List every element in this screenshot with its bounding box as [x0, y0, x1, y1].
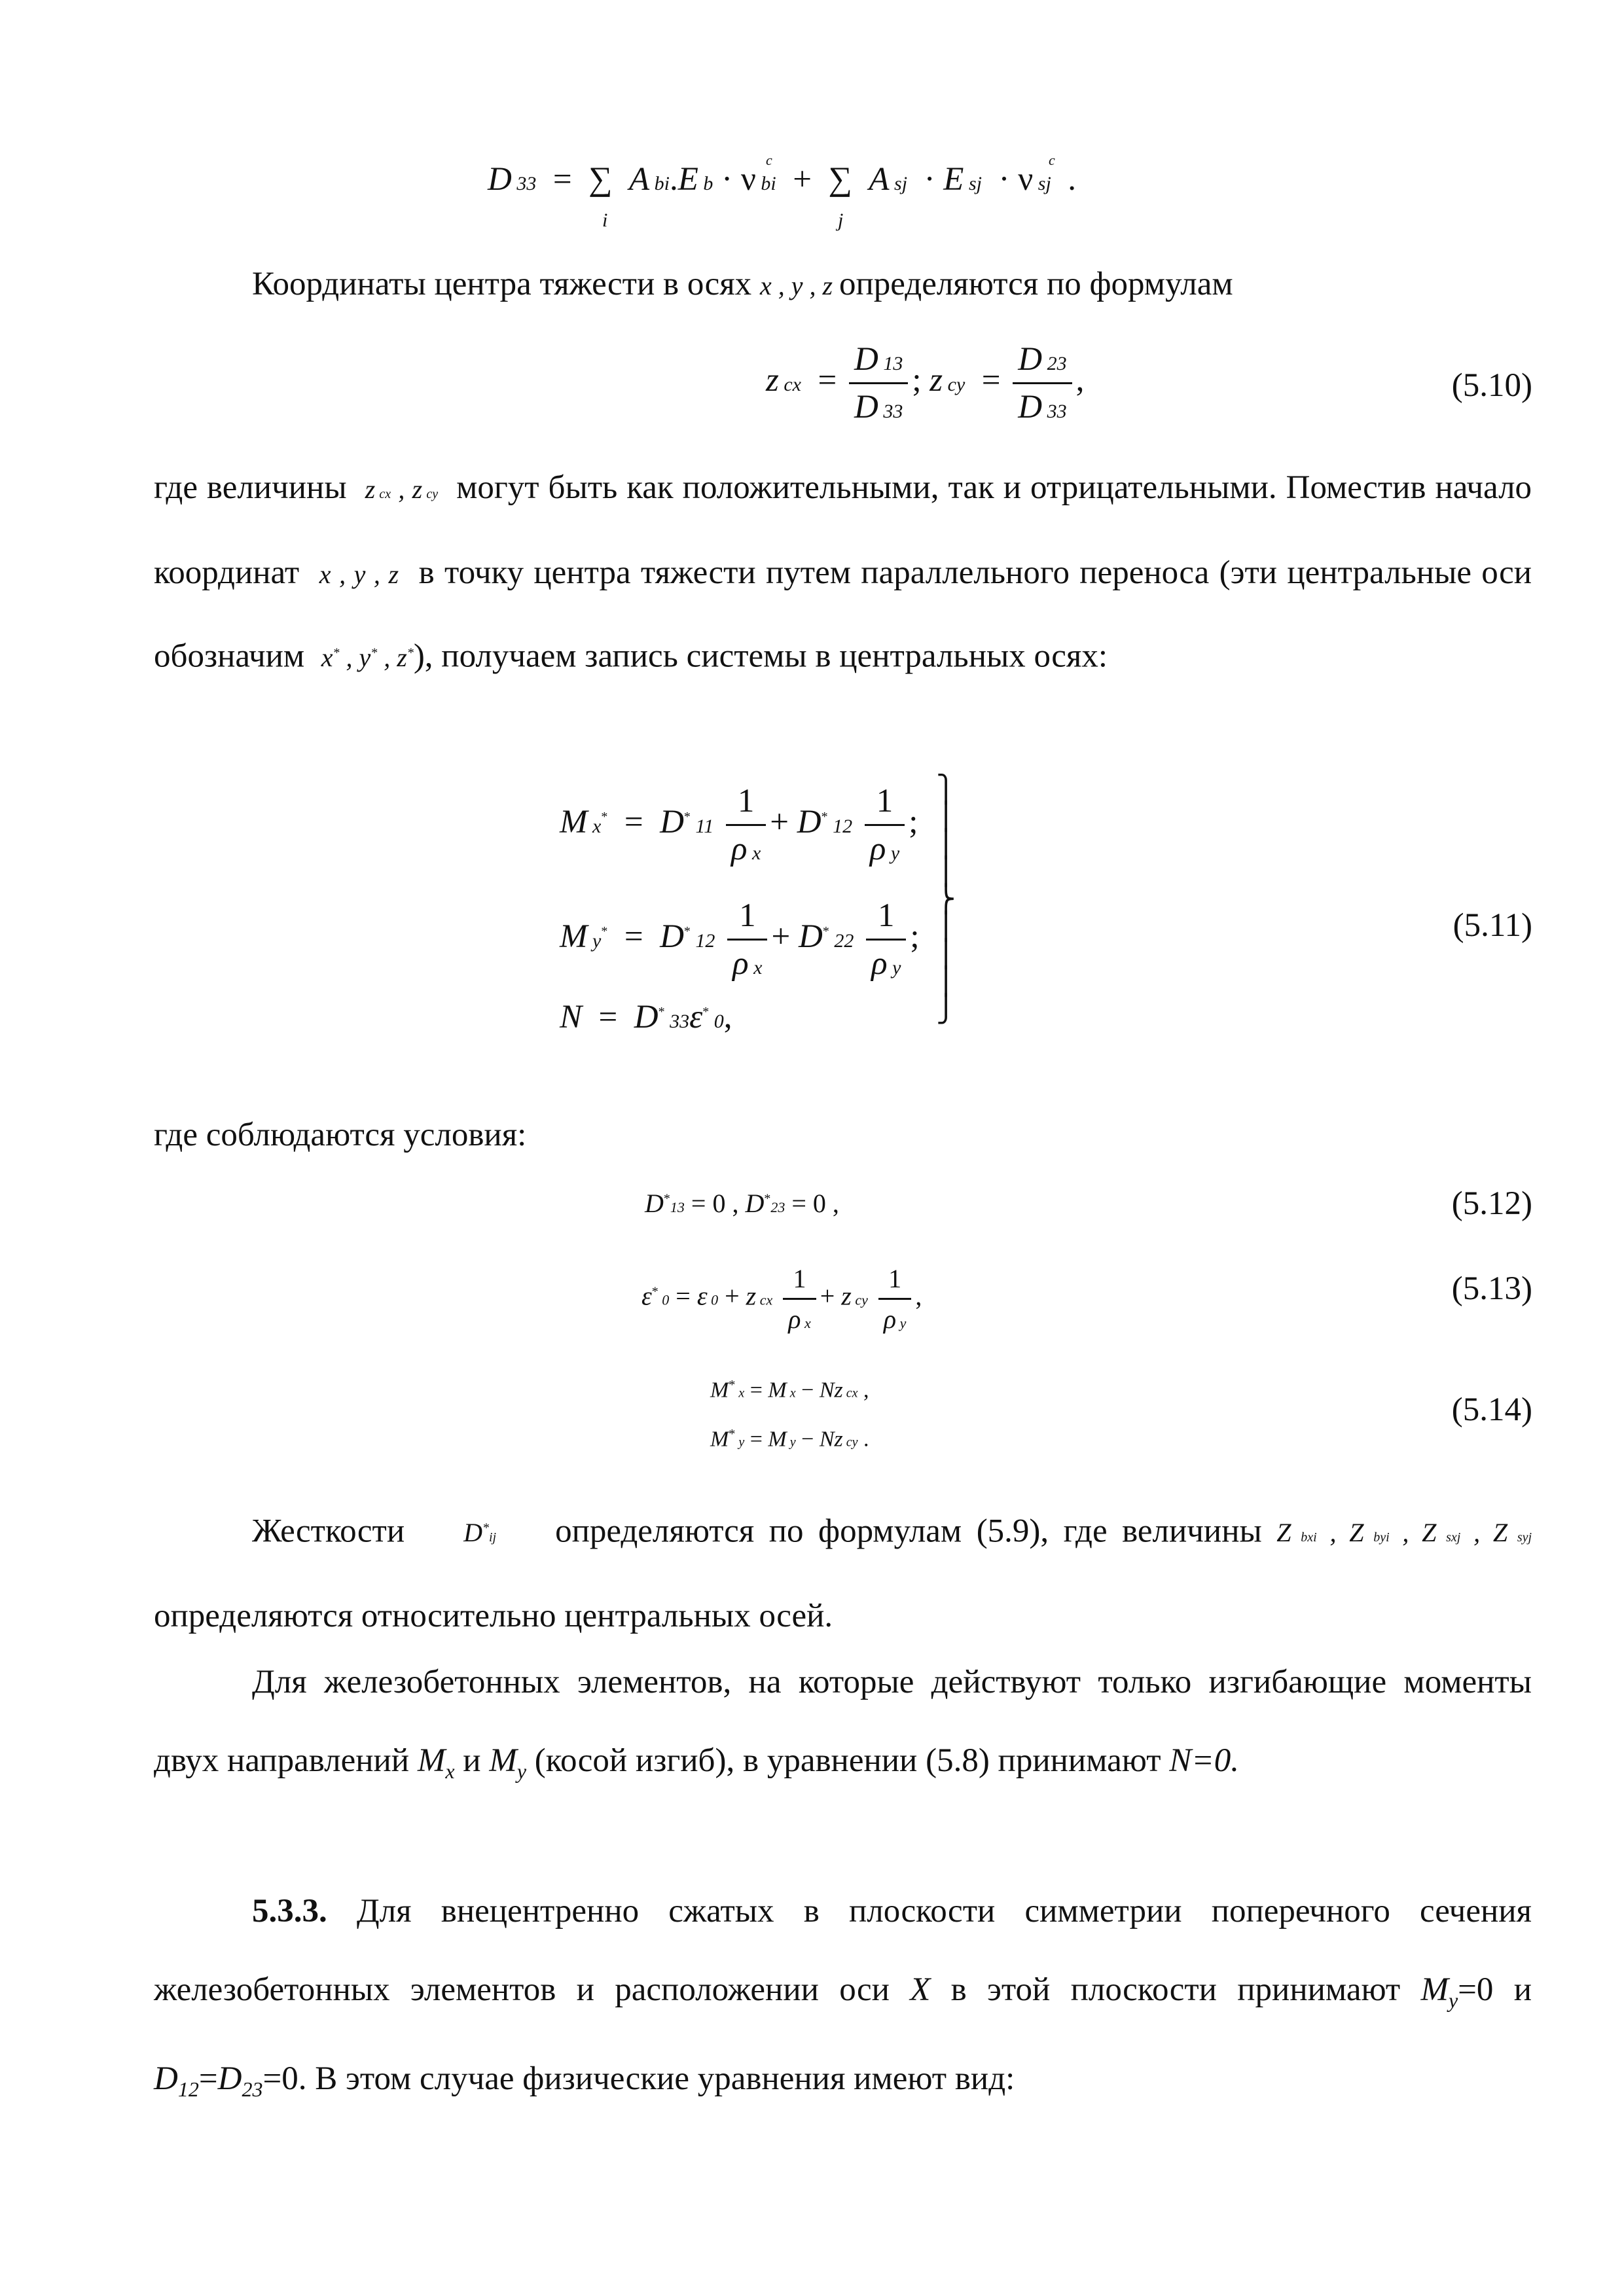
- text-p5a: Для железобетонных элементов, на которые действуют только изгибающие моменты двух направлений: [154, 1664, 1532, 1779]
- text-p2c: в точку центра тяжести путем параллельного переноса (эти центральные оси обозначим: [154, 554, 1532, 675]
- equation-5-14-row1: M* x = M x − Nz cx ,: [710, 1378, 869, 1403]
- text-p4c: определяются относительно центральных осей.: [154, 1598, 833, 1635]
- text-p6a: Для внецентренно сжатых в плоскости симметрии поперечного сечения железобетонных элементов и расположении оси: [154, 1893, 1532, 2008]
- paragraph-conditions: где соблюдаются условия:: [154, 1117, 527, 1153]
- equation-number-5-14: (5.14): [1451, 1391, 1532, 1428]
- text-p4b: определяются по формулам (5.9), где величины: [555, 1513, 1262, 1550]
- paragraph-centroid: Координаты центра тяжести в осях x , y , z определяются по формулам: [252, 266, 1233, 302]
- text-p2b: могут быть как положительными, так и отрицательными. Поместив начало координат: [154, 469, 1532, 591]
- superscript-c-1: c: [766, 152, 772, 168]
- equation-d33: D 33 = ∑ A bi.E b · ν bi + ∑ A sj · E sj · ν sj .: [488, 161, 1077, 198]
- equation-5-11-row3: N = D* 33ε* 0,: [560, 999, 732, 1035]
- equation-5-14-row2: M* y = M y − Nz cy .: [710, 1427, 869, 1452]
- text-p6x: X: [910, 1971, 931, 2008]
- text-p2d: ), получаем запись системы в центральных осях:: [413, 637, 1108, 675]
- text-p5n: N=0.: [1169, 1742, 1239, 1779]
- text-p1b: определяются по формулам: [839, 266, 1233, 302]
- text-p5and: и: [463, 1742, 481, 1779]
- superscript-c-2: c: [1049, 152, 1055, 168]
- equation-5-10: z cx = $\frac{D 13}{D 33}$ ; z cy = $\frac{D 23}{D 33}$ ,: [766, 341, 1085, 425]
- equation-5-13: ε* 0 = ε 0 + z cx $\frac{1}{\text{ρ x}}$ + z cy $\frac{1}{\text{ρ y}}$ ,: [641, 1264, 922, 1334]
- text-p6c: =0 и: [1458, 1971, 1532, 2008]
- text-p6b: в этой плоскости принимают: [950, 1971, 1401, 2008]
- equation-number-5-13: (5.13): [1451, 1270, 1532, 1307]
- equation-5-11-row2: M y* = D* 12 $\frac{1}{\text{ρ x}}$ + D* 22 $\frac{1}{\text{ρ y}}$ ;: [560, 897, 920, 982]
- text-p1: Координаты центра тяжести в осях: [252, 266, 752, 302]
- equation-number-5-10: (5.10): [1451, 367, 1532, 404]
- equation-number-5-12: (5.12): [1451, 1185, 1532, 1222]
- sum-index-i: i: [602, 209, 608, 231]
- text-p6d: =0. В этом случае физические уравнения имеют вид:: [262, 2060, 1015, 2098]
- equation-5-11-row1: M x* = D* 11 $\frac{1}{\text{ρ x}}$ + D* 12 $\frac{1}{\text{ρ y}}$ ;: [560, 783, 918, 867]
- paragraph-oblique-bending: Для железобетонных элементов, на которые действуют только изгибающие моменты двух направлений $M_x$ и $M_y$ (косой изгиб), в уравнении (5.8) принимают N=0.: [154, 1664, 1532, 1784]
- equation-5-12: D*13 = 0 , D*23 = 0 ,: [645, 1189, 839, 1218]
- right-brace: ⎫ ⎪ ⎪ ⎪ ⎬ ⎪ ⎪ ⎪ ⎭: [936, 774, 956, 1024]
- section-number: 5.3.3.: [252, 1893, 327, 1929]
- paragraph-central-axes: где величины z cx , z cy могут быть как положительными, так и отрицательными. Поместив начало координат x , y , z в точку центра тяжести путем параллельного переноса (эти центральные оси обозначим x* , y* , z*), получаем запись системы в центральных осях:: [154, 469, 1532, 675]
- equation-number-5-11: (5.11): [1453, 907, 1532, 944]
- text-p2a: где величины: [154, 469, 347, 506]
- text-p5b: (косой изгиб), в уравнении (5.8) принимают: [534, 1742, 1161, 1779]
- paragraph-5-3-3: 5.3.3. Для внецентренно сжатых в плоскости симметрии поперечного сечения железобетонных элементов и расположении оси X в этой плоскости принимают $M_y=0$ и $D_{12}=D_{23}=0$. В этом случае физические уравнения имеют вид:: [154, 1893, 1532, 2102]
- sum-index-j: j: [838, 209, 844, 231]
- text-p4a: Жесткости: [252, 1513, 405, 1550]
- paragraph-stiffness: Жесткости D*ij определяются по формулам (5.9), где величины Z bxi , Z byi , Z sxj , Z syj определяются относительно центральных осей.: [154, 1513, 1532, 1635]
